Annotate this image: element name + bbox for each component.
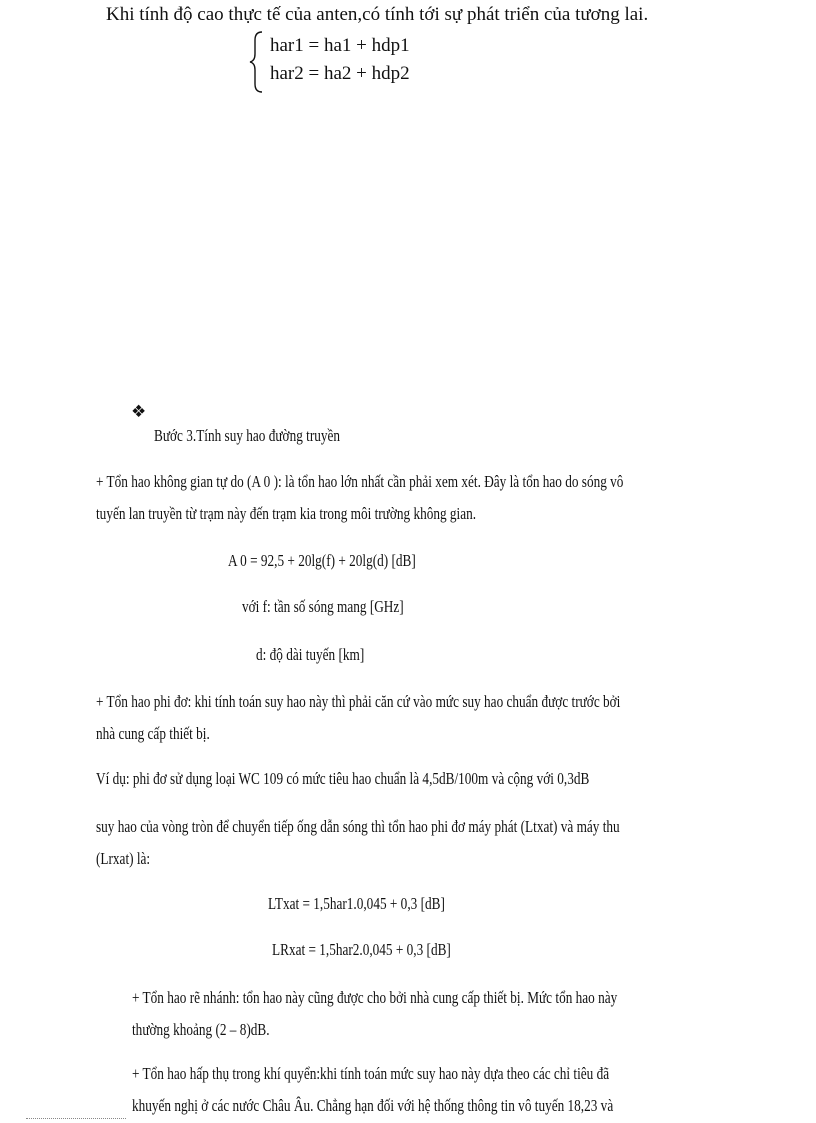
step-heading: Bước 3.Tính suy hao đường truyền (154, 426, 341, 445)
footer-dotted-rule (26, 1118, 126, 1119)
frequency-definition: với f: tần số sóng mang [GHz] (242, 597, 404, 616)
paragraph-line: (Lrxat) là: (96, 849, 151, 868)
paragraph-line: tuyến lan truyền từ trạm này đến trạm kia trong môi trường không gian. (96, 504, 477, 523)
paragraph-line: nhà cung cấp thiết bị. (96, 724, 210, 743)
distance-definition: d: độ dài tuyến [km] (256, 645, 365, 664)
diamond-bullet-icon: ❖ (131, 402, 147, 422)
paragraph-line: suy hao của vòng tròn để chuyển tiếp ống dẫn sóng thì tổn hao phi đơ máy phát (Ltxat) và máy thu (96, 817, 620, 836)
paragraph-line: + Tổn hao không gian tự do (A 0 ): là tổn hao lớn nhất cần phải xem xét. Đây là tổn hao do sóng vô (96, 472, 624, 491)
free-space-paragraph (96, 466, 772, 530)
left-brace (248, 30, 266, 94)
example-line: Ví dụ: phi đơ sử dụng loại WC 109 có mức tiêu hao chuẩn là 4,5dB/100m và cộng với 0,3dB (96, 769, 590, 788)
paragraph-line: khuyến nghị ở các nước Châu Âu. Chẳng hạn đối với hệ thống thông tin vô tuyến 18,23 và (132, 1096, 614, 1115)
ltxat-formula: LTxat = 1,5har1.0,045 + 0,3 [dB] (268, 894, 445, 913)
intro-line: Khi tính độ cao thực tế của anten,có tính tới sự phát triển của tương lai. (106, 4, 649, 25)
branch-loss-paragraph (132, 982, 754, 1046)
feeder-paragraph (96, 686, 768, 750)
paragraph-line: + Tổn hao phi đơ: khi tính toán suy hao này thì phải căn cứ vào mức suy hao chuẩn được trước bởi (96, 692, 621, 711)
ring-loss-paragraph (96, 811, 767, 875)
formula-har2: har2 = ha2 + hdp2 (270, 63, 410, 84)
paragraph-line: + Tổn hao rẽ nhánh: tổn hao này cũng được cho bởi nhà cung cấp thiết bị. Mức tổn hao này (132, 988, 618, 1007)
free-space-formula: A 0 = 92,5 + 20lg(f) + 20lg(d) [dB] (228, 551, 416, 570)
paragraph-line: thường khoảng (2 – 8)dB. (132, 1020, 270, 1039)
paragraph-line: + Tổn hao hấp thụ trong khí quyển:khi tính toán mức suy hao này dựa theo các chỉ tiêu đã (132, 1064, 610, 1083)
absorption-paragraph (132, 1058, 749, 1122)
lrxat-formula: LRxat = 1,5har2.0,045 + 0,3 [dB] (272, 940, 451, 959)
formula-har1: har1 = ha1 + hdp1 (270, 35, 410, 56)
